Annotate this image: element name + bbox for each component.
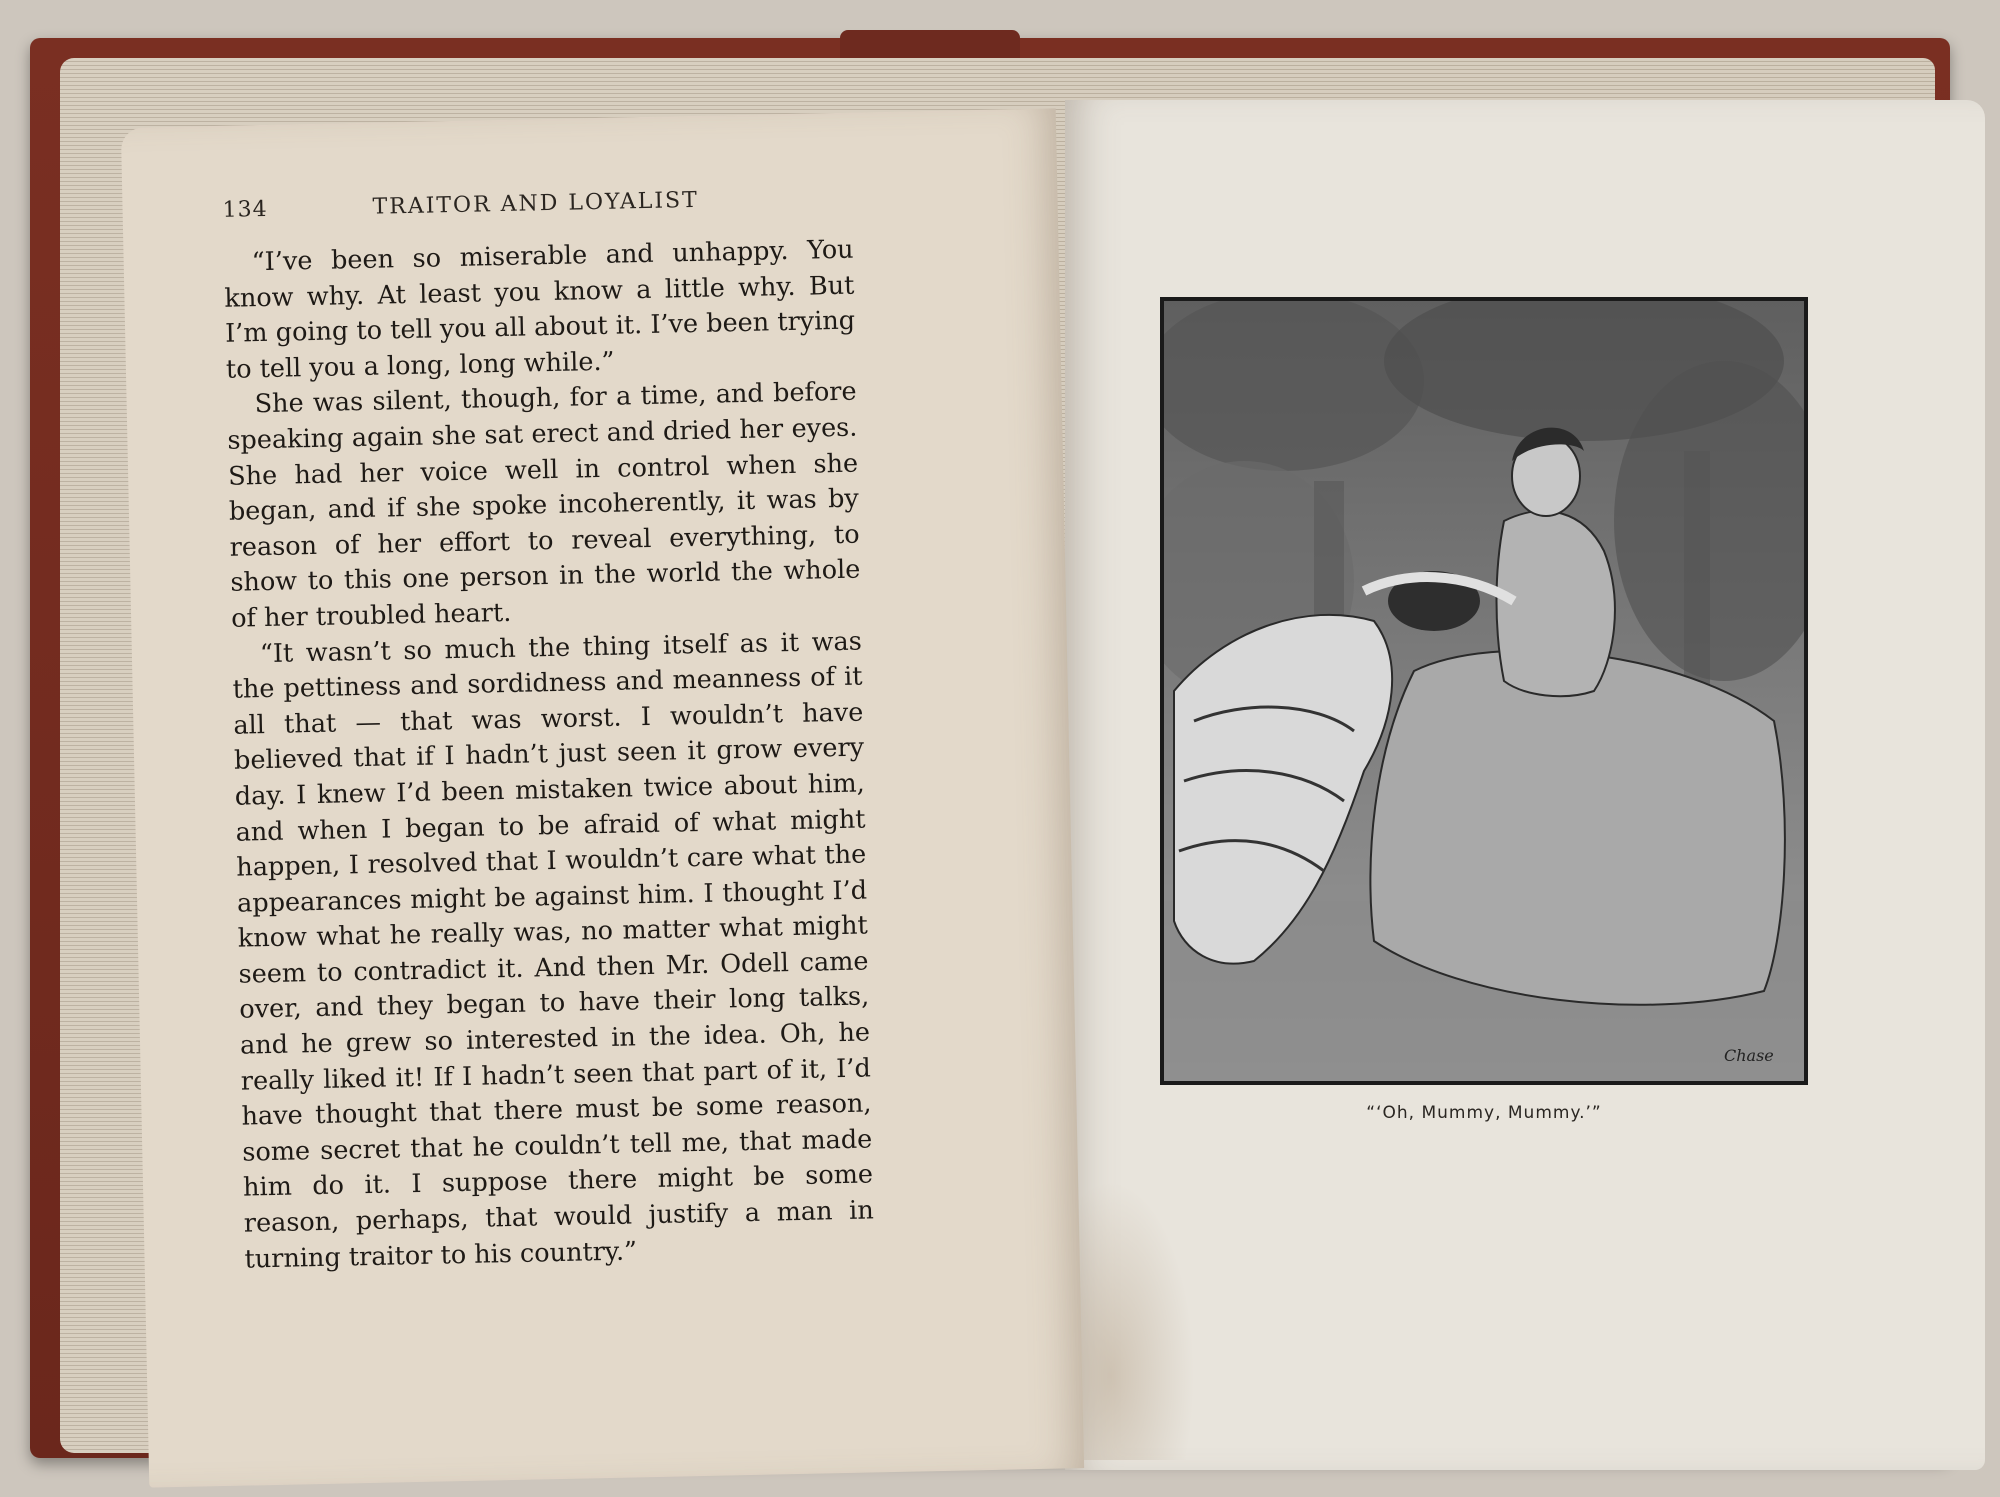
artist-signature: Chase (1724, 1046, 1774, 1065)
illustration (1160, 297, 1808, 1085)
page-number: 134 (222, 196, 268, 223)
running-title: TRAITOR AND LOYALIST (372, 187, 700, 220)
running-head (222, 183, 937, 223)
illustration-drawing (1164, 301, 1804, 1081)
paragraph: She was silent, though, for a time, and before speaking again she sat erect and dried her eyes. She had her voice well in control when she began, and if she spoke incoherently, it was by reason of her effort to reveal everything, to show to this one person in the world the whole of her troubled heart. (227, 376, 861, 634)
body-text (223, 233, 874, 1278)
left-page (121, 108, 1084, 1487)
water-stain (1075, 1180, 1195, 1460)
illustration-caption: “‘Oh, Mummy, Mummy.’” (1366, 1103, 1602, 1123)
right-page (1065, 100, 1985, 1470)
paragraph: “I’ve been so miserable and unhappy. You know why. At least you know a little why. But I’m going to tell you all about it. I’ve been trying to tell you a long, long while.” (224, 234, 856, 385)
paragraph: “It wasn’t so much the thing itself as it was the pettiness and sordidness and meanness of it all that — that was worst. I wouldn’t have believed that if I hadn’t just seen it grow every day. I knew I’d been mistaken twice about him, and when I began to be afraid of what might happen, I resolved that I wouldn’t care what the appearances might be against him. I thought I’d know what he really was, no matter what might seem to contradict it. And then Mr. Odell came over, and they began to have their long talks, and he grew so interested in the idea. Oh, he really liked it! If I hadn’t seen that part of it, I’d have thought that there must be some reason, some secret that he couldn’t tell me, that made him do it. I suppose there might be some reason, perhaps, that would justify a man in turning traitor to his country.” (232, 626, 875, 1275)
